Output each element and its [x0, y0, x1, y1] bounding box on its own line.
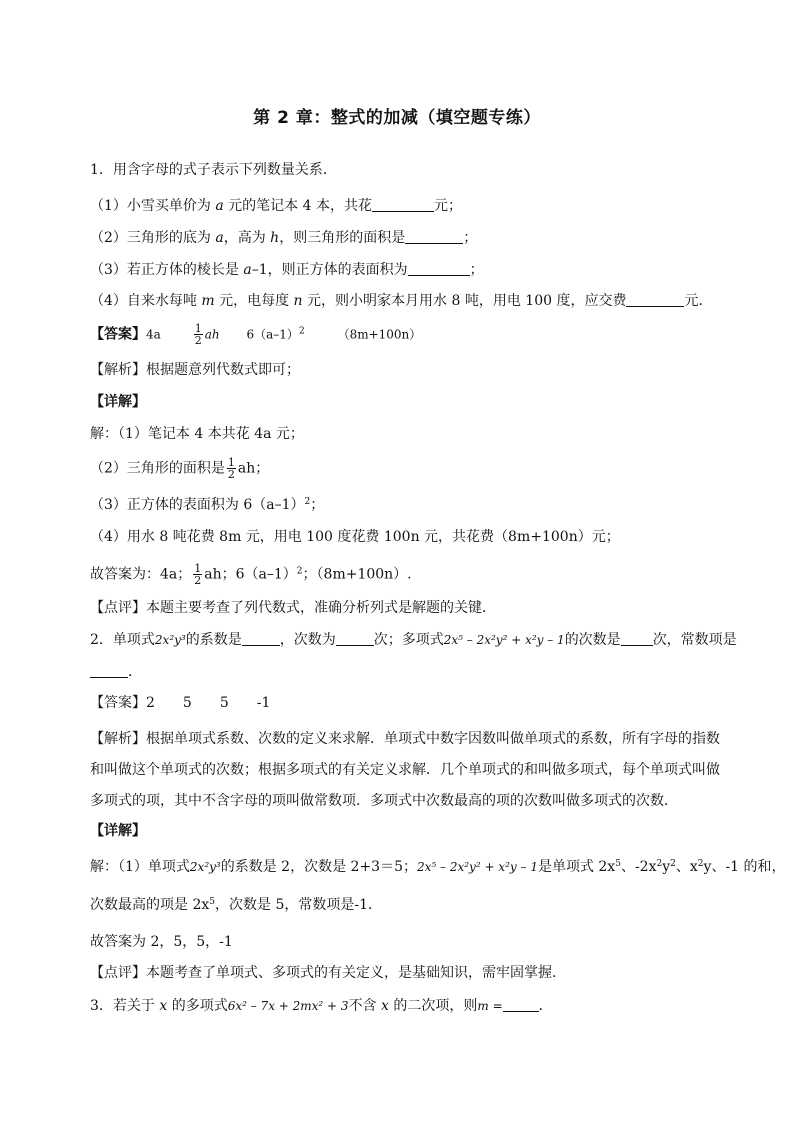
q2-comment: 【点评】本题考查了单项式、多项式的有关定义，是基础知识，需牢固掌握． [90, 965, 566, 981]
page-title: 第 2 章：整式的加减（填空题专练） [253, 108, 541, 128]
fraction: $\frac{1}{2}$ [194, 562, 202, 587]
answer-blank[interactable] [621, 631, 653, 646]
q1-solution-1: 解：（1）笔记本 4 本共花 4a 元； [90, 426, 304, 442]
q2-stem-cont: ． [90, 662, 730, 682]
q2-stem: 2．单项式2x²y³的系数是 ，次数为 次；多项式2x⁵ – 2x²y² + x²y – 1的次数是 次，常数项是 [90, 632, 737, 648]
q2-solution-1: 解：（1）单项式2x²y³的系数是 2，次数是 2+3＝5；2x⁵ – 2x²y² + x²y – 1是单项式 $2x^5$、$-2x^2y^2$、$x^2y$、-1 的和， [90, 859, 786, 875]
answer-blank[interactable] [336, 631, 374, 646]
q1-solution-2: （2）三角形的面积是 $\frac{1}{2}$ ah； [90, 456, 270, 481]
fraction: $\frac{1}{2}$ [194, 322, 202, 347]
answer-blank[interactable] [405, 229, 463, 244]
q3-stem: 3．若关于 x 的多项式6x² – 7x + 2mx² + 3不含 x 的二次项，则m = ． [90, 998, 553, 1014]
q2-answer: 【答案】2 5 5 -1 [90, 695, 271, 711]
q1-solution-3: （3）正方体的表面积为 $6(a-1)^2$； [90, 497, 325, 513]
q1-detail-heading: 【详解】 [90, 394, 146, 410]
q1-part1: （1）小雪买单价为 a 元的笔记本 4 本，共花 元； [90, 198, 462, 214]
q1-part3: （3）若正方体的棱长是 a–1，则正方体的表面积为 ； [90, 262, 484, 278]
q1-comment: 【点评】本题主要考查了列代数式，准确分析列式是解题的关键． [90, 600, 496, 616]
q1-part2: （2）三角形的底为 a，高为 h，则三角形的面积是 ； [90, 230, 478, 246]
q2-analysis: 【解析】根据单项式系数、次数的定义来求解．单项式中数字因数叫做单项式的系数，所有字母的指数和叫做这个单项式的次数；根据多项式的有关定义求解．几个单项式的和叫做多项式，每个单项式叫做多项式的项，其中不含字母的项叫做常数项．多项式中次数最高的项的次数叫做多项式的次数． [90, 731, 720, 809]
polynomial-expression: 2x⁵ – 2x²y² + x²y – 1 [443, 633, 565, 647]
answer-blank[interactable] [408, 261, 470, 276]
q1-solution-4: （4）用水 8 吨花费 8m 元，用电 100 度花费 100n 元，共花费（8m+100n）元； [90, 529, 620, 545]
answer-blank[interactable] [242, 631, 280, 646]
q1-stem: 1．用含字母的式子表示下列数量关系． [90, 162, 337, 178]
answer-blank[interactable] [503, 997, 539, 1012]
fraction: $\frac{1}{2}$ [227, 456, 235, 481]
q2-solution-2: 次数最高的项是 $2x^5$，次数是 5，常数项是-1． [90, 897, 382, 913]
polynomial-expression: 6x² – 7x + 2mx² + 3 [227, 999, 349, 1013]
q1-analysis: 【解析】根据题意列代数式即可； [90, 362, 300, 378]
q1-answer: 【答案】4a $\frac{1}{2}$ ah $6(a-1)^2$ （8m+100n） [90, 322, 422, 347]
q2-detail-heading: 【详解】 [90, 823, 146, 839]
q1-final-answer: 故答案为：4a； $\frac{1}{2}$ ah；$6(a-1)^2$；（8m+100n）. [90, 562, 412, 587]
answer-blank[interactable] [626, 292, 684, 307]
monomial-expression: 2x²y³ [154, 633, 186, 647]
answer-blank[interactable] [372, 197, 434, 212]
answer-blank[interactable] [90, 663, 128, 678]
q1-part4: （4）自来水每吨 m 元，电每度 n 元，则小明家本月用水 8 吨，用电 100 度，应交费 元． [90, 293, 713, 309]
q2-final-answer: 故答案为 2，5，5，-1 [90, 934, 233, 950]
